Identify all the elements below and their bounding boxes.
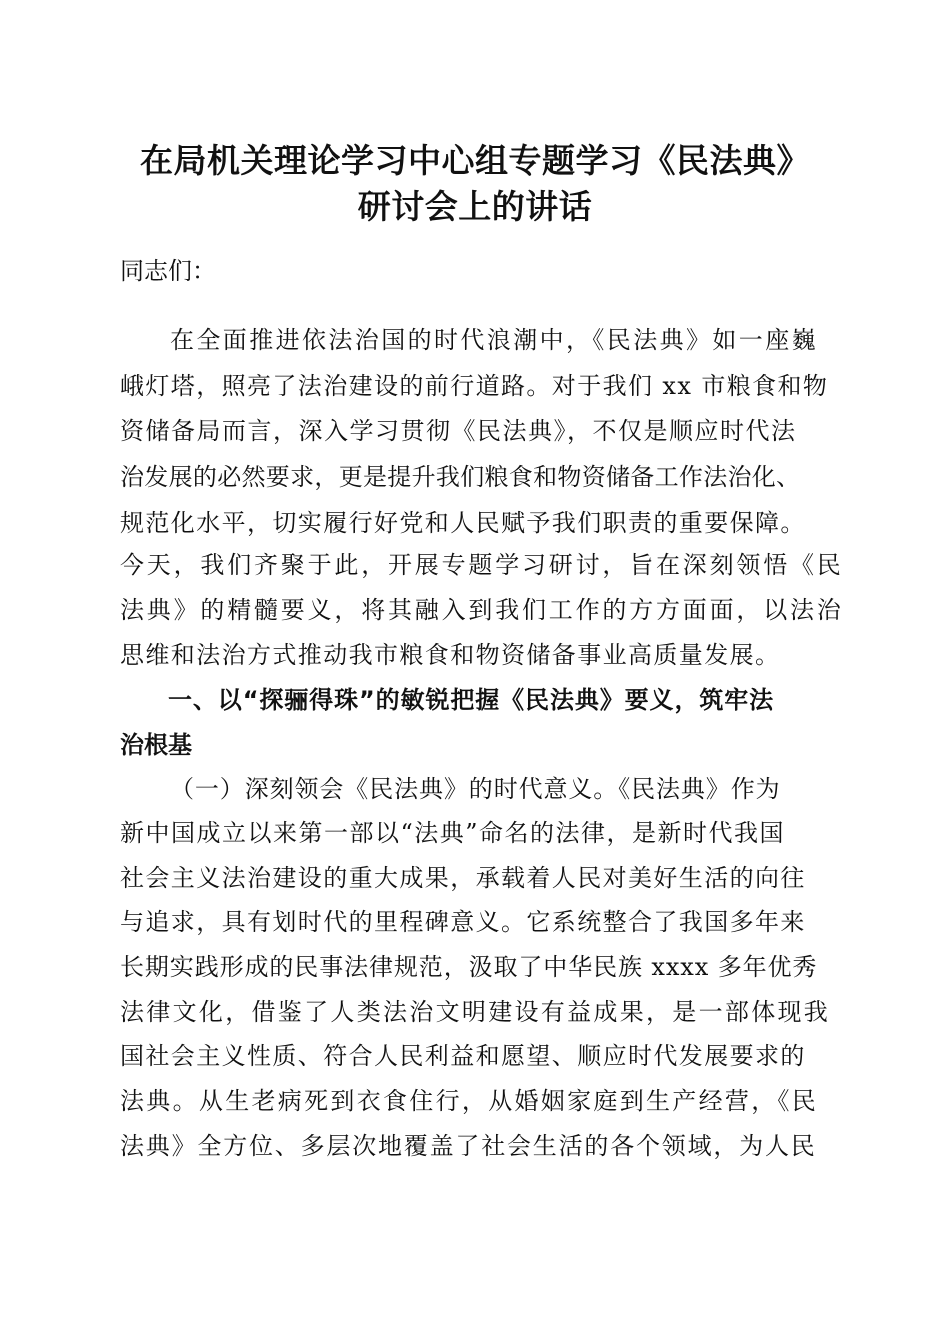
- section-1-paragraph-line-3: 社会主义法治建设的重大成果，承载着人民对美好生活的向往: [120, 864, 806, 892]
- intro-paragraph-line-3: 资储备局而言，深入学习贯彻《民法典》，不仅是顺应时代法: [120, 417, 797, 445]
- document-title-line-1: 在局机关理论学习中心组专题学习《民法典》: [140, 141, 810, 180]
- intro-paragraph-line-5: 规范化水平，切实履行好党和人民赋予我们职责的重要保障。: [120, 509, 806, 537]
- section-1-paragraph-line-2: 新中国成立以来第一部以“法典”命名的法律，是新时代我国: [120, 819, 786, 847]
- section-1-paragraph-line-5: 长期实践形成的民事法律规范，汲取了中华民族 xxxx 多年优秀: [120, 953, 818, 981]
- intro-paragraph-line-4: 治发展的必然要求，更是提升我们粮食和物资储备工作法治化、: [120, 463, 801, 491]
- document-title-line-2: 研讨会上的讲话: [357, 187, 593, 226]
- section-1-paragraph-line-7: 国社会主义性质、符合人民利益和愿望、顺应时代发展要求的: [120, 1042, 806, 1070]
- intro-paragraph-line-1: 在全面推进依法治国的时代浪潮中，《民法典》如一座巍: [170, 326, 818, 354]
- intro-paragraph-line-6: 今天，我们齐聚于此，开展专题学习研讨，旨在深刻领悟《民: [120, 551, 844, 579]
- salutation: 同志们：: [120, 257, 216, 285]
- section-heading-1-line-2: 治根基: [120, 731, 192, 759]
- section-1-paragraph-line-4: 与追求，具有划时代的里程碑意义。它系统整合了我国多年来: [120, 908, 806, 936]
- section-1-paragraph-line-8: 法典。从生老病死到衣食住行，从婚姻家庭到生产经营，《民: [120, 1087, 819, 1115]
- section-1-paragraph-line-9: 法典》全方位、多层次地覆盖了社会生活的各个领域，为人民: [120, 1132, 817, 1160]
- intro-paragraph-line-2: 峨灯塔，照亮了法治建设的前行道路。对于我们 xx 市粮食和物: [120, 372, 829, 400]
- section-1-paragraph-line-6: 法律文化，借鉴了人类法治文明建设有益成果，是一部体现我: [120, 998, 831, 1026]
- section-heading-1-line-1: 一、以“探骊得珠”的敏锐把握《民法典》要义，筑牢法: [168, 686, 775, 714]
- intro-paragraph-line-8: 思维和法治方式推动我市粮食和物资储备事业高质量发展。: [120, 641, 781, 669]
- section-1-paragraph-line-1: （一）深刻领会《民法典》的时代意义。《民法典》作为: [170, 775, 781, 803]
- intro-paragraph-line-7: 法典》的精髓要义，将其融入到我们工作的方方面面，以法治: [120, 596, 844, 624]
